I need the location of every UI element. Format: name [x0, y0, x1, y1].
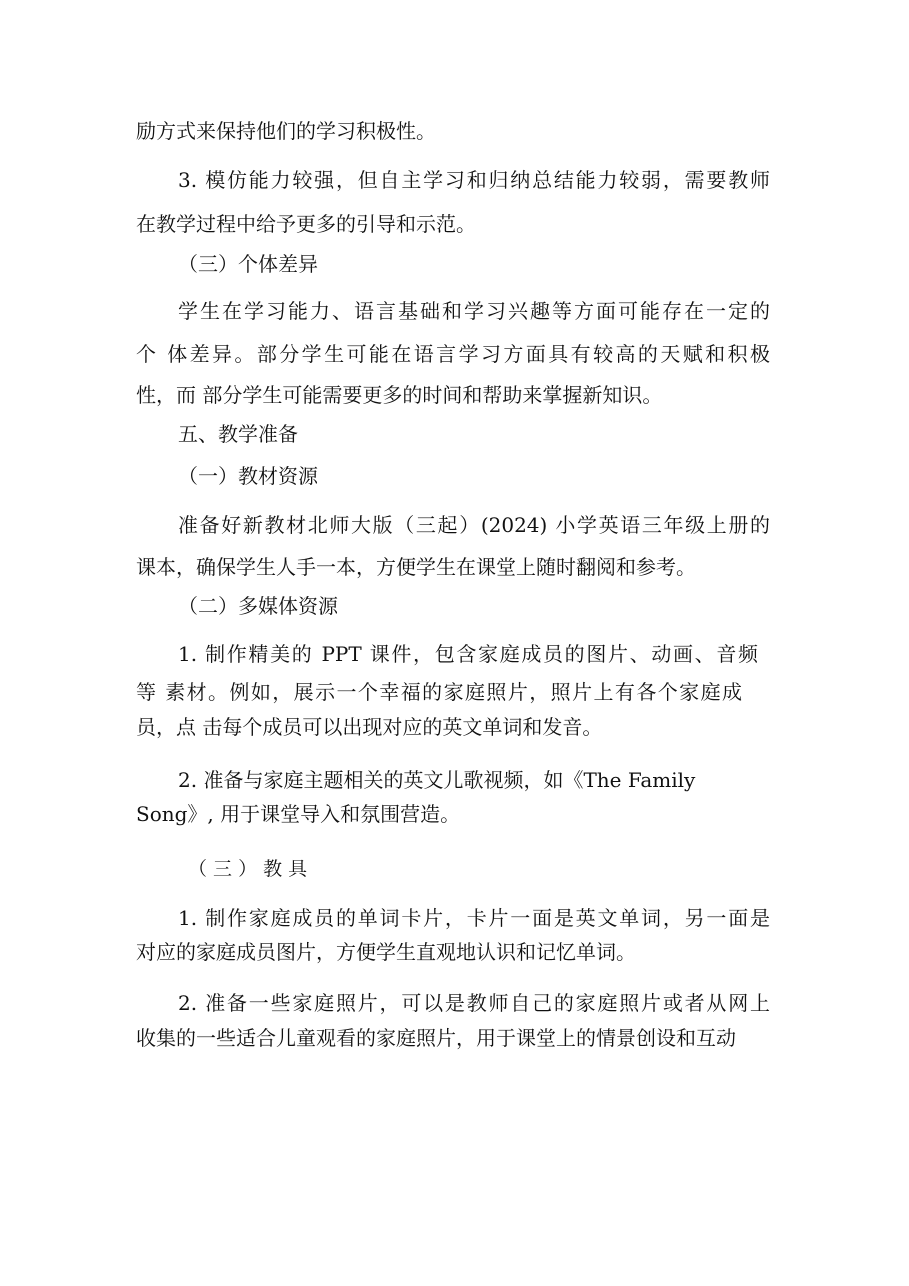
list-item-1-cont: 等 素材。例如，展示一个幸福的家庭照片，照片上有各个家庭成: [136, 680, 742, 704]
list-item-2: 2. 准备一些家庭照片，可以是教师自己的家庭照片或者从网上: [178, 991, 770, 1015]
list-item-1: 1. 制作家庭成员的单词卡片，卡片一面是英文单词，另一面是: [178, 906, 770, 930]
body-text-line: 励方式来保持他们的学习积极性。: [136, 119, 436, 143]
chapter-heading: 五、教学准备: [178, 422, 298, 446]
list-item-1-cont: 员，点 击每个成员可以出现对应的英文单词和发音。: [136, 715, 603, 739]
paragraph-line: 课本，确保学生人手一本，方便学生在课堂上随时翻阅和参考。: [136, 555, 696, 579]
list-item-1: 1. 制作精美的 PPT 课件，包含家庭成员的图片、动画、音频: [178, 642, 758, 666]
section-heading: （ 三 ） 教 具: [188, 858, 308, 880]
paragraph-line: 学生在学习能力、语言基础和学习兴趣等方面可能存在一定的: [178, 299, 770, 323]
list-item-2: 2. 准备与家庭主题相关的英文儿歌视频，如《The Family: [178, 768, 696, 792]
section-heading: （二）多媒体资源: [178, 594, 338, 618]
list-item-3: 3. 模仿能力较强，但自主学习和归纳总结能力较弱，需要教师: [178, 168, 770, 192]
paragraph-line: 性，而 部分学生可能需要更多的时间和帮助来掌握新知识。: [136, 383, 663, 407]
paragraph-line: 准备好新教材北师大版（三起）(2024) 小学英语三年级上册的: [178, 513, 770, 537]
paragraph-line: 个 体差异。部分学生可能在语言学习方面具有较高的天赋和积极: [136, 342, 770, 366]
list-item-2-cont: Song》, 用于课堂导入和氛围营造。: [136, 802, 461, 826]
list-item-1-cont: 对应的家庭成员图片，方便学生直观地认识和记忆单词。: [136, 940, 636, 964]
body-text-line: 在教学过程中给予更多的引导和示范。: [136, 212, 476, 236]
section-heading: （一）教材资源: [178, 464, 318, 488]
list-item-2-cont: 收集的一些适合儿童观看的家庭照片，用于课堂上的情景创设和互动: [136, 1026, 736, 1050]
section-heading: （三）个体差异: [178, 252, 318, 276]
